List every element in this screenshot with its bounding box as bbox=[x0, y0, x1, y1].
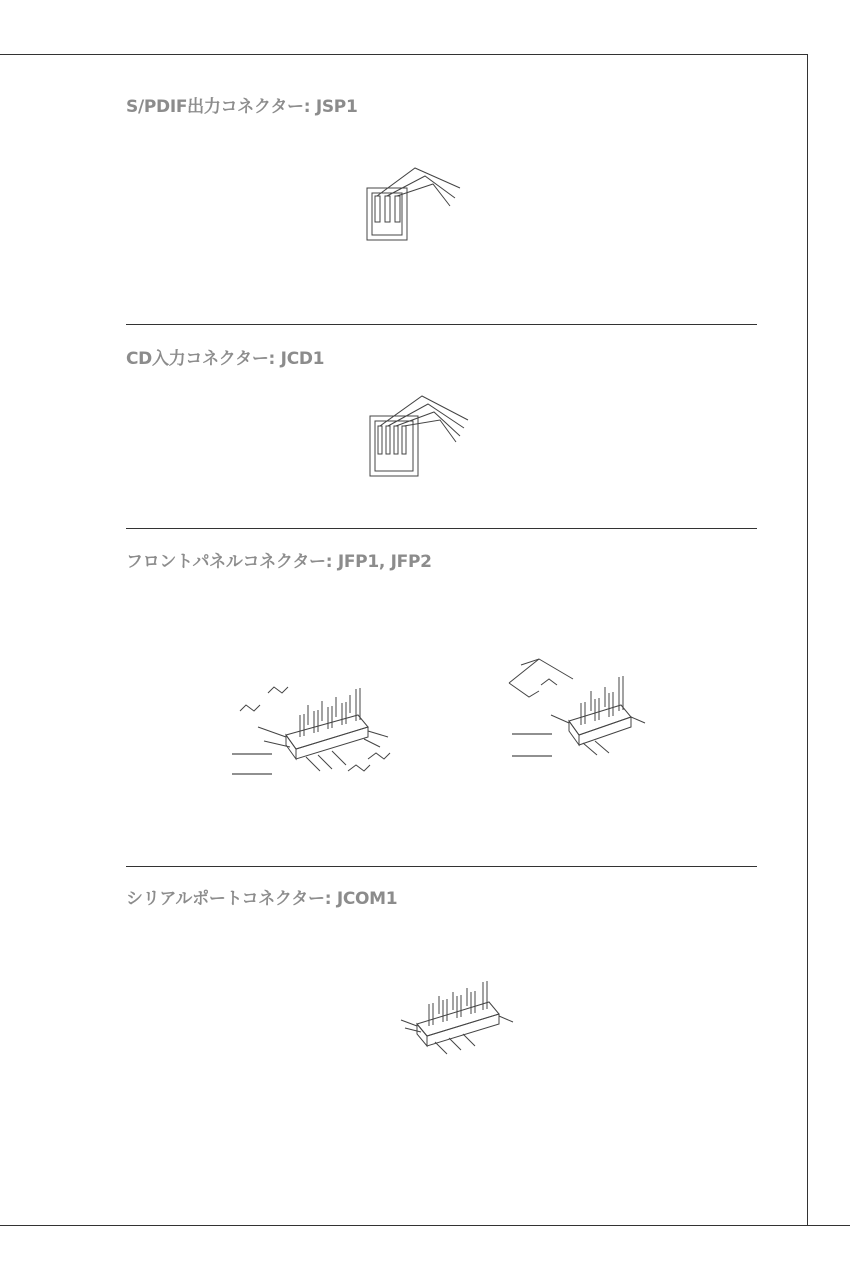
section-title-spdif: S/PDIF出力コネクター: JSP1 bbox=[126, 97, 358, 117]
section-title-serial-port: シリアルポートコネクター: JCOM1 bbox=[126, 889, 398, 909]
jfp2-overbar-lines bbox=[512, 730, 557, 760]
frame-bottom-border bbox=[0, 1225, 850, 1226]
divider-3 bbox=[126, 866, 757, 867]
frame-right-border bbox=[807, 54, 808, 1226]
cd-in-connector-diagram bbox=[360, 390, 480, 485]
divider-1 bbox=[126, 324, 757, 325]
jfp1-overbar-lines bbox=[232, 750, 277, 780]
divider-2 bbox=[126, 528, 757, 529]
jcom1-connector-diagram bbox=[395, 980, 525, 1065]
spdif-connector-diagram bbox=[355, 158, 475, 248]
section-title-front-panel: フロントパネルコネクター: JFP1, JFP2 bbox=[126, 552, 432, 572]
frame-top-border bbox=[0, 54, 808, 55]
section-title-cd-in: CD入力コネクター: JCD1 bbox=[126, 349, 325, 369]
